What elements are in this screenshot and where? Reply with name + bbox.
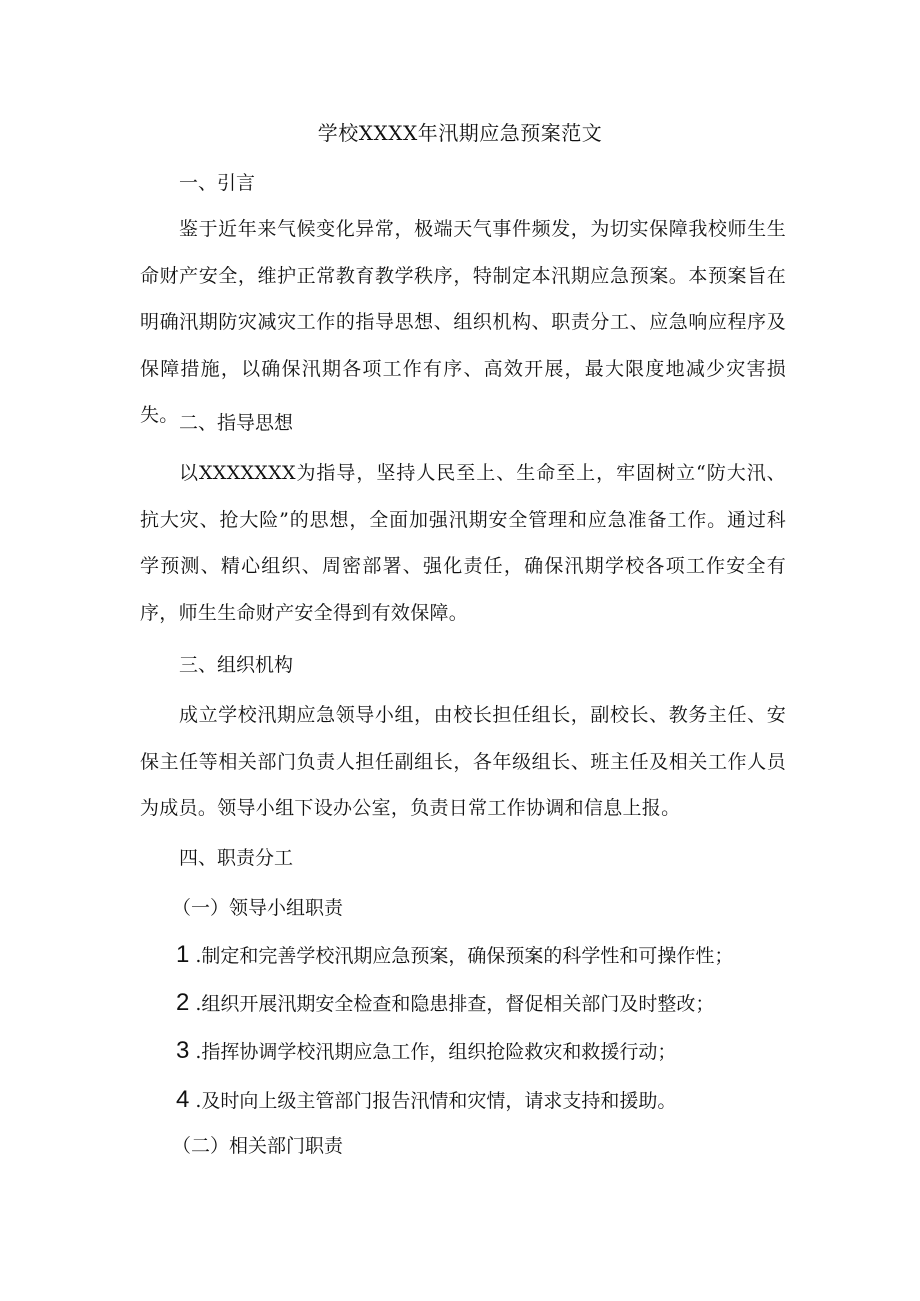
section-heading-introduction: 一、引言: [179, 172, 256, 194]
section-heading-organization: 三、组织机构: [179, 654, 294, 676]
list-item: [176, 1085, 676, 1116]
subsection-heading-leadership-group: （一）领导小组职责: [172, 897, 344, 919]
list-item-number: 1: [176, 941, 190, 968]
document-title: 学校XXXX年汛期应急预案范文: [317, 121, 603, 145]
section-heading-guiding-thought: 二、指导思想: [179, 412, 294, 434]
list-item-number: 2: [176, 989, 190, 1016]
subsection-heading-departments: （二）相关部门职责: [172, 1135, 344, 1157]
list-item-text: .及时向上级主管部门报告汛情和灾情，请求支持和援助。: [195, 1090, 677, 1112]
list-item-text: .制定和完善学校汛期应急预案，确保预案的科学性和可操作性；: [195, 945, 734, 967]
section-paragraph-introduction: 鉴于近年来气候变化异常，极端天气事件频发，为切实保障我校师生生命财产安全，维护正常教育教学秩序，特制定本汛期应急预案。本预案旨在明确汛期防灾减灾工作的指导思想、组织机构、职责分工、应急响应程序及保障措施，以确保汛期各项工作有序、高效开展，最大限度地减少灾害损失。: [140, 218, 786, 426]
list-item-number: 4: [176, 1086, 190, 1113]
list-item-text: .指挥协调学校汛期应急工作，组织抢险救灾和救援行动；: [195, 1041, 677, 1063]
list-item-number: 3: [176, 1037, 190, 1064]
section-paragraph-guiding-thought: 以XXXXXXX为指导，坚持人民至上、生命至上，牢固树立“防大汛、抗大灾、抢大险”的思想，全面加强汛期安全管理和应急准备工作。通过科学预测、精心组织、周密部署、强化责任，确保汛期学校各项工作安全有序，师生生命财产安全得到有效保障。: [140, 462, 786, 624]
list-item-text: .组织开展汛期安全检查和隐患排查，督促相关部门及时整改；: [195, 993, 715, 1015]
section-paragraph-organization: 成立学校汛期应急领导小组，由校长担任组长，副校长、教务主任、安保主任等相关部门负责人担任副组长，各年级组长、班主任及相关工作人员为成员。领导小组下设办公室，负责日常工作协调和信息上报。: [140, 704, 786, 819]
section-heading-responsibilities: 四、职责分工: [179, 847, 294, 869]
list-item: [176, 1036, 676, 1067]
list-item: [176, 940, 733, 971]
list-item: [176, 988, 714, 1019]
